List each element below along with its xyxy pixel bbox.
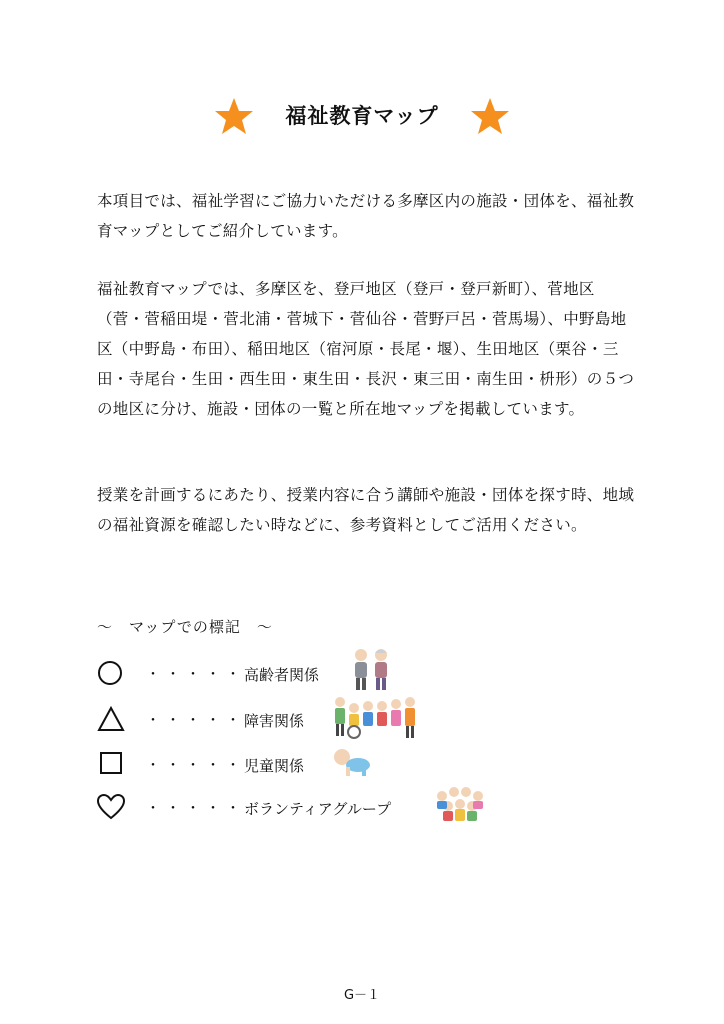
triangle-icon: [96, 704, 126, 734]
usage-paragraph: 授業を計画するにあたり、授業内容に合う講師や施設・団体を探す時、地域の福祉資源を確認したい時などに、参考資料としてご活用ください。: [97, 486, 635, 534]
legend-label: ボランティアグループ: [244, 800, 392, 818]
legend-label: 高齢者関係: [244, 666, 320, 684]
heart-icon: [96, 792, 126, 822]
page-title: 福祉教育マップ: [285, 104, 439, 128]
legend-dots: ・・・・・: [146, 801, 246, 817]
star-icon: [214, 96, 254, 136]
elderly-couple-icon: [349, 646, 393, 692]
legend-item-children: [96, 745, 516, 785]
districts-paragraph: 福祉教育マップでは、多摩区を、登戸地区（登戸・登戸新町）、菅地区（菅・菅稲田堤・菅北浦・菅城下・菅仙谷・菅野戸呂・菅馬場）、中野島地区（中野島・布田）、稲田地区（宿河原・長尾・堰）、生田地区（栗谷・三田・寺尾台・生田・西生田・東生田・長沢・東三田・南生田・枡形）の５つの地区に分け、施設・団体の一覧と所在地マップを掲載しています。: [97, 280, 635, 418]
circle-icon: [96, 658, 126, 688]
crawling-baby-icon: [332, 745, 372, 779]
legend-item-disability: [96, 700, 516, 740]
disability-group-icon: [332, 694, 422, 740]
page-number: G－１: [343, 988, 381, 1003]
legend-heading: ～ マップでの標記 ～: [97, 618, 273, 636]
title-row: [0, 96, 724, 140]
square-icon: [96, 749, 126, 779]
volunteer-crowd-icon: [434, 782, 486, 822]
legend-item-volunteer: [96, 788, 516, 828]
legend-label: 児童関係: [244, 757, 305, 775]
intro-paragraph: 本項目では、福祉学習にご協力いただける多摩区内の施設・団体を、福祉教育マップとしてご紹介しています。: [97, 192, 635, 240]
legend-dots: ・・・・・: [146, 713, 246, 729]
legend-item-elderly: [96, 654, 516, 694]
legend-dots: ・・・・・: [146, 758, 246, 774]
star-icon: [470, 96, 510, 136]
legend-label: 障害関係: [244, 712, 305, 730]
legend-dots: ・・・・・: [146, 667, 246, 683]
